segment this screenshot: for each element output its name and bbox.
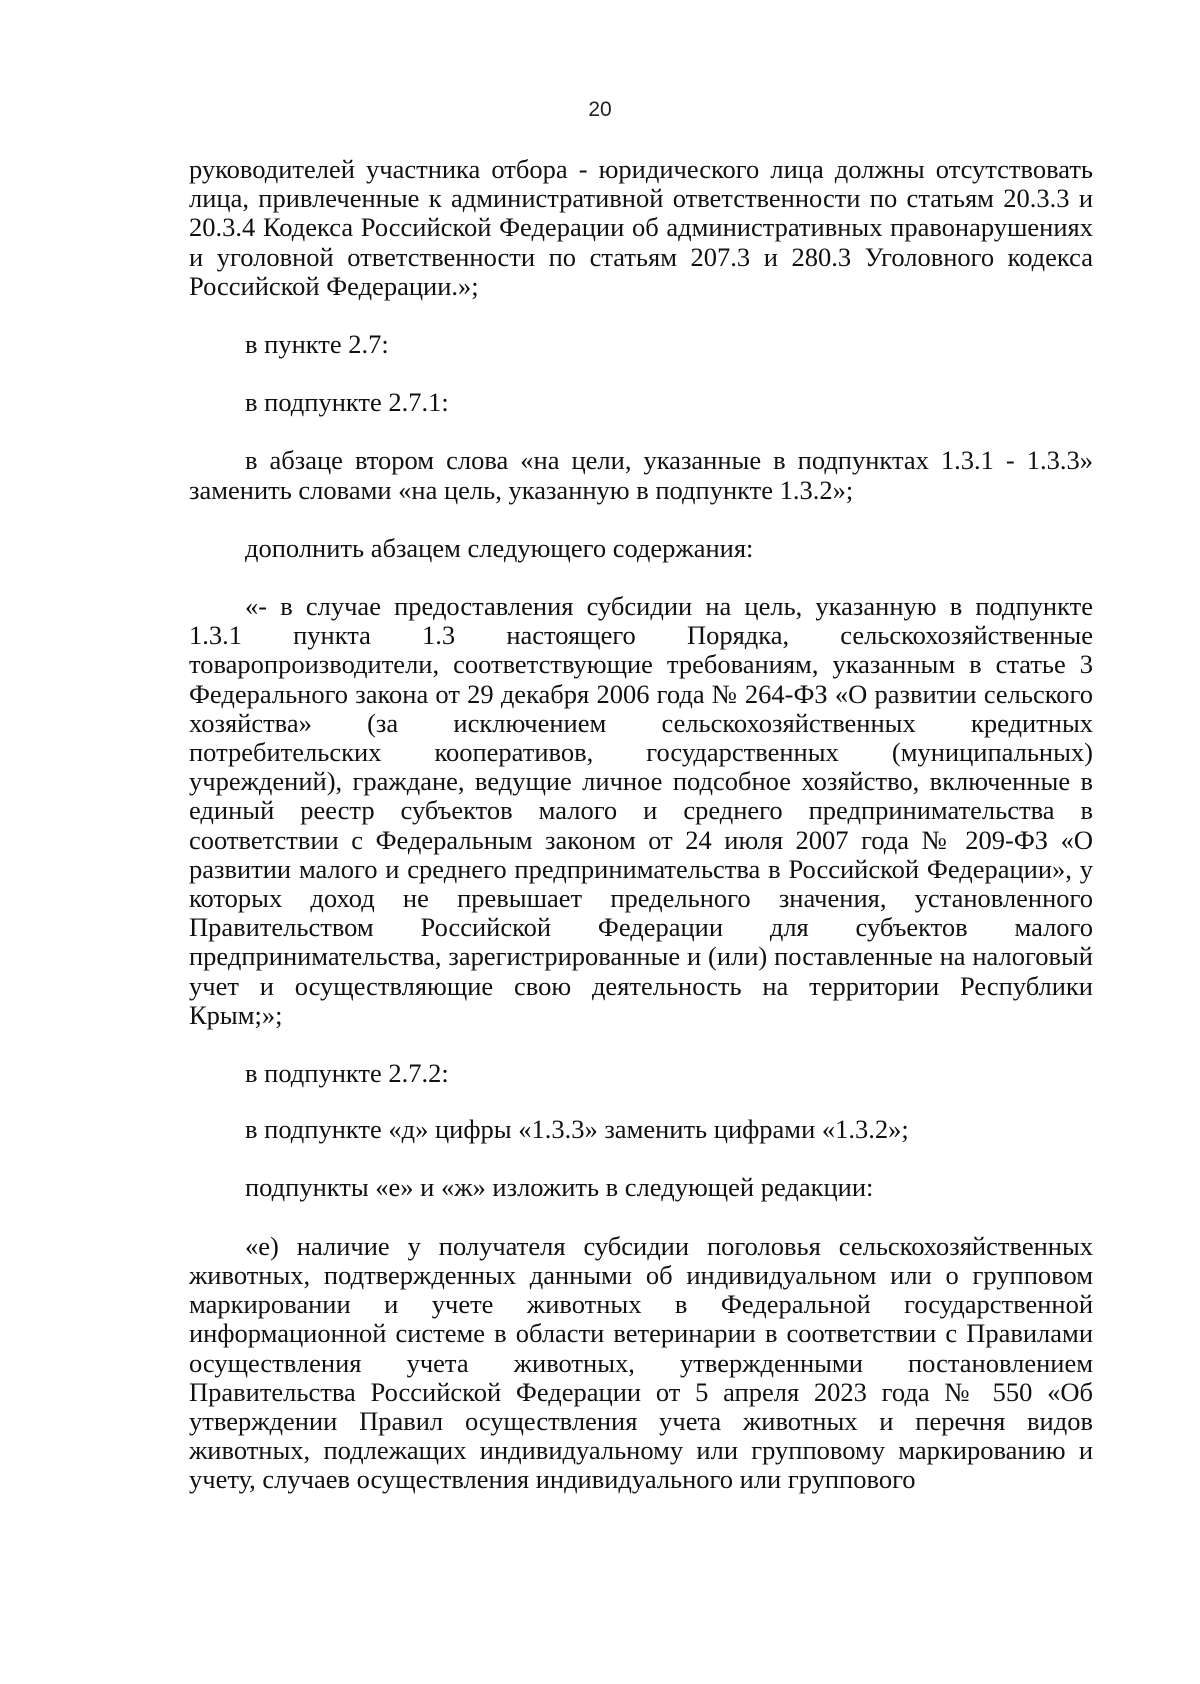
- paragraph-replace-digits: в подпункте «д» цифры «1.3.3» заменить цифрами «1.3.2»;: [245, 1114, 909, 1145]
- paragraph-continuation: руководителей участника отбора - юридического лица должны отсутствовать лица, привлеченные к административной ответственности по статьям 20.3.3 и 20.3.4 Кодекса Российской Федерации об административных правонарушениях и уголовной ответственности по статьям 207.3 и 280.3 Уголовного кодекса Российской Федерации.»;: [189, 154, 1093, 301]
- paragraph-new-abzac: «- в случае предоставления субсидии на цель, указанную в подпункте 1.3.1 пункта 1.3 настоящего Порядка, сельскохозяйственные товаропроизводители, соответствующие требованиям, указанным в статье 3 Федерального закона от 29 декабря 2006 года № 264-ФЗ «О развитии сельского хозяйства» (за исключением сельскохозяйственных кредитных потребительских кооперативов, государственных (муниципальных) учреждений), граждане, ведущие личное подсобное хозяйство, включенные в единый реестр субъектов малого и среднего предпринимательства в соответствии с Федеральным законом от 24 июля 2007 года № 209-ФЗ «О развитии малого и среднего предпринимательства в Российской Федерации», у которых доход не превышает предельного значения, установленного Правительством Российской Федерации для субъектов малого предпринимательства, зарегистрированные и (или) поставленные на налоговый учет и осуществляющие свою деятельность на территории Республики Крым;»;: [189, 591, 1093, 1030]
- paragraph-subitem-2-7-2: в подпункте 2.7.2:: [245, 1058, 449, 1089]
- document-body: [189, 155, 1093, 1495]
- paragraph-subitem-e: «е) наличие у получателя субсидии поголовья сельскохозяйственных животных, подтвержденных данными об индивидуальном или о групповом маркировании и учете животных в Федеральной государственной информационной системе в области ветеринарии в соответствии с Правилами осуществления учета животных, утвержденными постановлением Правительства Российской Федерации от 5 апреля 2023 года № 550 «Об утверждении Правил осуществления учета животных и перечня видов животных, подлежащих индивидуальному или групповому маркированию и учету, случаев осуществления индивидуального или группового: [189, 1230, 1093, 1495]
- paragraph-item-2-7: в пункте 2.7:: [245, 329, 389, 360]
- paragraph-new-edition: подпункты «е» и «ж» изложить в следующей редакции:: [245, 1172, 874, 1203]
- paragraph-add-abzac: дополнить абзацем следующего содержания:: [245, 532, 754, 563]
- paragraph-replace-words: в абзаце втором слова «на цели, указанные в подпунктах 1.3.1 - 1.3.3» заменить словами «на цель, указанную в подпункте 1.3.2»;: [189, 445, 1093, 505]
- paragraph-subitem-2-7-1: в подпункте 2.7.1:: [245, 387, 449, 418]
- page-number: 20: [588, 98, 612, 121]
